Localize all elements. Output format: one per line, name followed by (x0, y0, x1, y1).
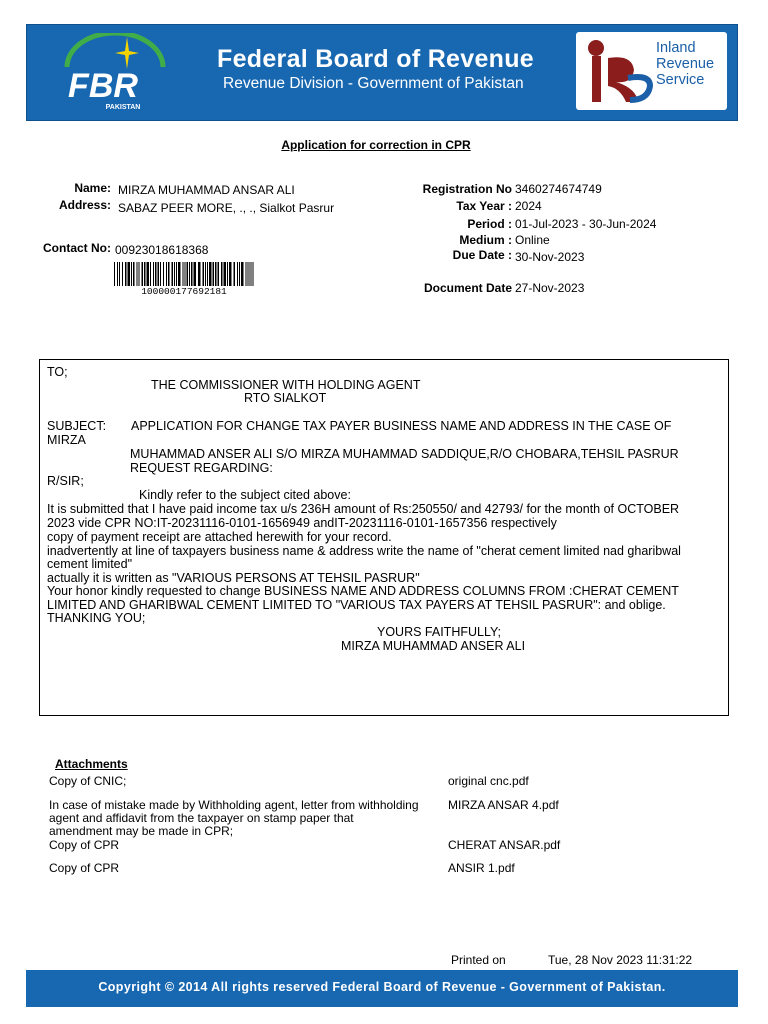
barcode-bar (254, 262, 255, 286)
barcode-bar (139, 262, 140, 286)
letter-signature: MIRZA MUHAMMAD ANSER ALI (341, 639, 526, 653)
attachment-file-link[interactable]: original cnc.pdf (448, 774, 529, 788)
body-line-6: cement limited" (47, 557, 133, 571)
address-label: Address: (58, 198, 111, 212)
body-line-10: THANKING YOU; (47, 611, 146, 625)
iris-emblem-icon (580, 38, 654, 104)
iris-line-1: Inland (656, 40, 696, 56)
body-line-4: copy of payment receipt are attached herewith for your record. (47, 530, 392, 544)
body-line-1: Kindly refer to the subject cited above: (139, 488, 351, 502)
barcode-bar (166, 262, 167, 286)
barcode-bar (237, 262, 238, 286)
barcode-bar (153, 262, 154, 286)
tax-year: 2024 (515, 199, 542, 213)
barcode-bar (250, 262, 251, 286)
attachment-desc: Copy of CNIC; (49, 774, 127, 788)
barcode-bar (234, 262, 236, 286)
letter-to: TO; (47, 365, 68, 379)
barcode-bar (209, 262, 212, 286)
letter-addressee-1: THE COMMISSIONER WITH HOLDING AGENT (151, 378, 421, 392)
attachment-file-link[interactable]: ANSIR 1.pdf (448, 861, 515, 875)
barcode-bar (252, 262, 253, 286)
barcode-bar (172, 262, 174, 286)
barcode-bar (241, 262, 244, 286)
body-line-7: actually it is written as "VARIOUS PERSONS AT TEHSIL PASRUR" (47, 571, 420, 585)
body-line-3: 2023 vide CPR NO:IT-20231116-0101-1656949 andIT-20231116-0101-1657356 respectively (47, 516, 557, 530)
iris-line-3: Service (656, 72, 705, 88)
page-title: Application for correction in CPR (281, 138, 471, 152)
barcode-bar (117, 262, 118, 286)
attachment-desc (49, 799, 419, 838)
barcode-bar (215, 262, 217, 286)
body-line-8: Your honor kindly requested to change BUSINESS NAME AND ADDRESS COLUMNS FROM :CHERAT CEMENT (47, 584, 679, 598)
barcode-bar (144, 262, 146, 286)
barcode-bar (133, 262, 135, 286)
attachment-desc-line: In case of mistake made by Withholding agent, letter from withholding (49, 798, 419, 812)
barcode-bar (187, 262, 189, 286)
barcode-bar (150, 262, 151, 286)
attachment-desc: Copy of CPR (49, 861, 120, 875)
taxpayer-address: SABAZ PEER MORE, ., ., Sialkot Pasrur (118, 201, 335, 215)
subject-line-1: APPLICATION FOR CHANGE TAX PAYER BUSINESS NAME AND ADDRESS IN THE CASE OF (131, 419, 672, 433)
printed-datetime: Tue, 28 Nov 2023 11:31:22 (548, 953, 693, 967)
attachment-file-link[interactable]: CHERAT ANSAR.pdf (448, 838, 561, 852)
barcode-bar (218, 262, 220, 286)
taxpayer-name: MIRZA MUHAMMAD ANSAR ALI (118, 183, 295, 197)
iris-line-2: Revenue (656, 56, 715, 72)
barcode-bar (131, 262, 132, 286)
barcode-bar (114, 262, 115, 286)
header-subtitle: Revenue Division - Government of Pakistan (223, 75, 524, 92)
barcode-bar (168, 262, 170, 286)
attachment-file-link[interactable]: MIRZA ANSAR 4.pdf (448, 798, 559, 812)
barcode-bar (221, 262, 223, 286)
barcode-bar (246, 262, 247, 286)
subject-line-2: MUHAMMAD ANSER ALI S/O MIRZA MUHAMMAD SADDIQUE,R/O CHOBARA,TEHSIL PASRUR (130, 447, 679, 461)
letter-addressee-2: RTO SIALKOT (244, 391, 327, 405)
body-line-9: LIMITED AND GHARIBWAL CEMENT LIMITED TO "VARIOUS TAX PAYERS AT TEHSIL PASRUR": and oblige. (47, 598, 666, 612)
contact-label: Contact No: (43, 241, 111, 255)
attachment-desc-line: amendment may be made in CPR; (49, 824, 234, 838)
header-banner (26, 24, 738, 121)
due-date-label: Due Date : (452, 248, 512, 262)
document-date-label: Document Date (423, 281, 512, 295)
barcode-bar (207, 262, 208, 286)
barcode-bar (191, 262, 193, 286)
name-label: Name: (74, 181, 111, 195)
attachments-heading: Attachments (55, 757, 128, 771)
medium: Online (515, 233, 550, 247)
document-date: 27-Nov-2023 (515, 281, 585, 295)
barcode-bar (183, 262, 184, 286)
registration-label: Registration No (422, 182, 512, 196)
body-line-5: inadvertently at line of taxpayers business name & address write the name of "cherat cement limited nad gharibwal (47, 544, 681, 558)
barcode-bar (176, 262, 177, 286)
barcode-bar (158, 262, 160, 286)
period-label: Period : (467, 217, 512, 231)
fbr-logo (45, 33, 185, 115)
iris-logo (576, 32, 727, 110)
period: 01-Jul-2023 - 30-Jun-2024 (515, 217, 657, 231)
barcode-bar (137, 262, 138, 286)
body-line-2: It is submitted that I have paid income tax u/s 236H amount of Rs:250550/ and 42793/ for the month of OCTOBER (47, 502, 680, 516)
barcode-bar (224, 262, 227, 286)
barcode-bar (122, 262, 123, 286)
footer-banner (26, 970, 738, 1007)
barcode-bar (189, 262, 190, 286)
barcode-bar (194, 262, 197, 286)
barcode-bar (239, 262, 240, 286)
barcode-bar (198, 262, 201, 286)
attachment-desc-line: agent and affidavit from the taxpayer on stamp paper that (49, 811, 354, 825)
registration-number: 3460274674749 (515, 182, 602, 196)
barcode-bar (185, 262, 186, 286)
salutation: R/SIR; (47, 474, 84, 488)
barcode-bar (178, 262, 181, 286)
medium-label: Medium : (459, 233, 512, 247)
barcode-bar (203, 262, 205, 286)
fbr-logo-country: PAKISTAN (105, 104, 141, 111)
barcode (114, 262, 254, 286)
barcode-bar (213, 262, 215, 286)
barcode-bar (125, 262, 127, 286)
barcode-bar (229, 262, 232, 286)
barcode-bar (147, 262, 150, 286)
subject-line-3: REQUEST REGARDING: (130, 461, 273, 475)
due-date: 30-Nov-2023 (515, 250, 585, 264)
copyright-text: Copyright © 2014 All rights reserved Federal Board of Revenue - Government of Pakistan. (98, 980, 666, 994)
fbr-logo-text: FBR (68, 67, 138, 105)
barcode-bar (155, 262, 157, 286)
subject-label: SUBJECT: (47, 419, 107, 433)
barcode-number: 100000177692181 (141, 286, 227, 297)
barcode-bar (248, 262, 249, 286)
tax-year-label: Tax Year : (456, 199, 512, 213)
letter-closing: YOURS FAITHFULLY; (377, 625, 501, 639)
header-title: Federal Board of Revenue (217, 45, 535, 73)
barcode-bar (227, 262, 228, 286)
barcode-bar (128, 262, 131, 286)
barcode-bar (174, 262, 175, 286)
barcode-bar (142, 262, 144, 286)
barcode-bar (205, 262, 206, 286)
iris-text (656, 40, 714, 88)
attachment-desc: Copy of CPR (49, 838, 120, 852)
printed-on-label: Printed on (451, 953, 506, 967)
subject-wrap: MIRZA (47, 433, 86, 447)
contact-number: 00923018618368 (115, 243, 209, 257)
barcode-bar (163, 262, 164, 286)
barcode-bar (119, 262, 120, 286)
barcode-bar (160, 262, 161, 286)
